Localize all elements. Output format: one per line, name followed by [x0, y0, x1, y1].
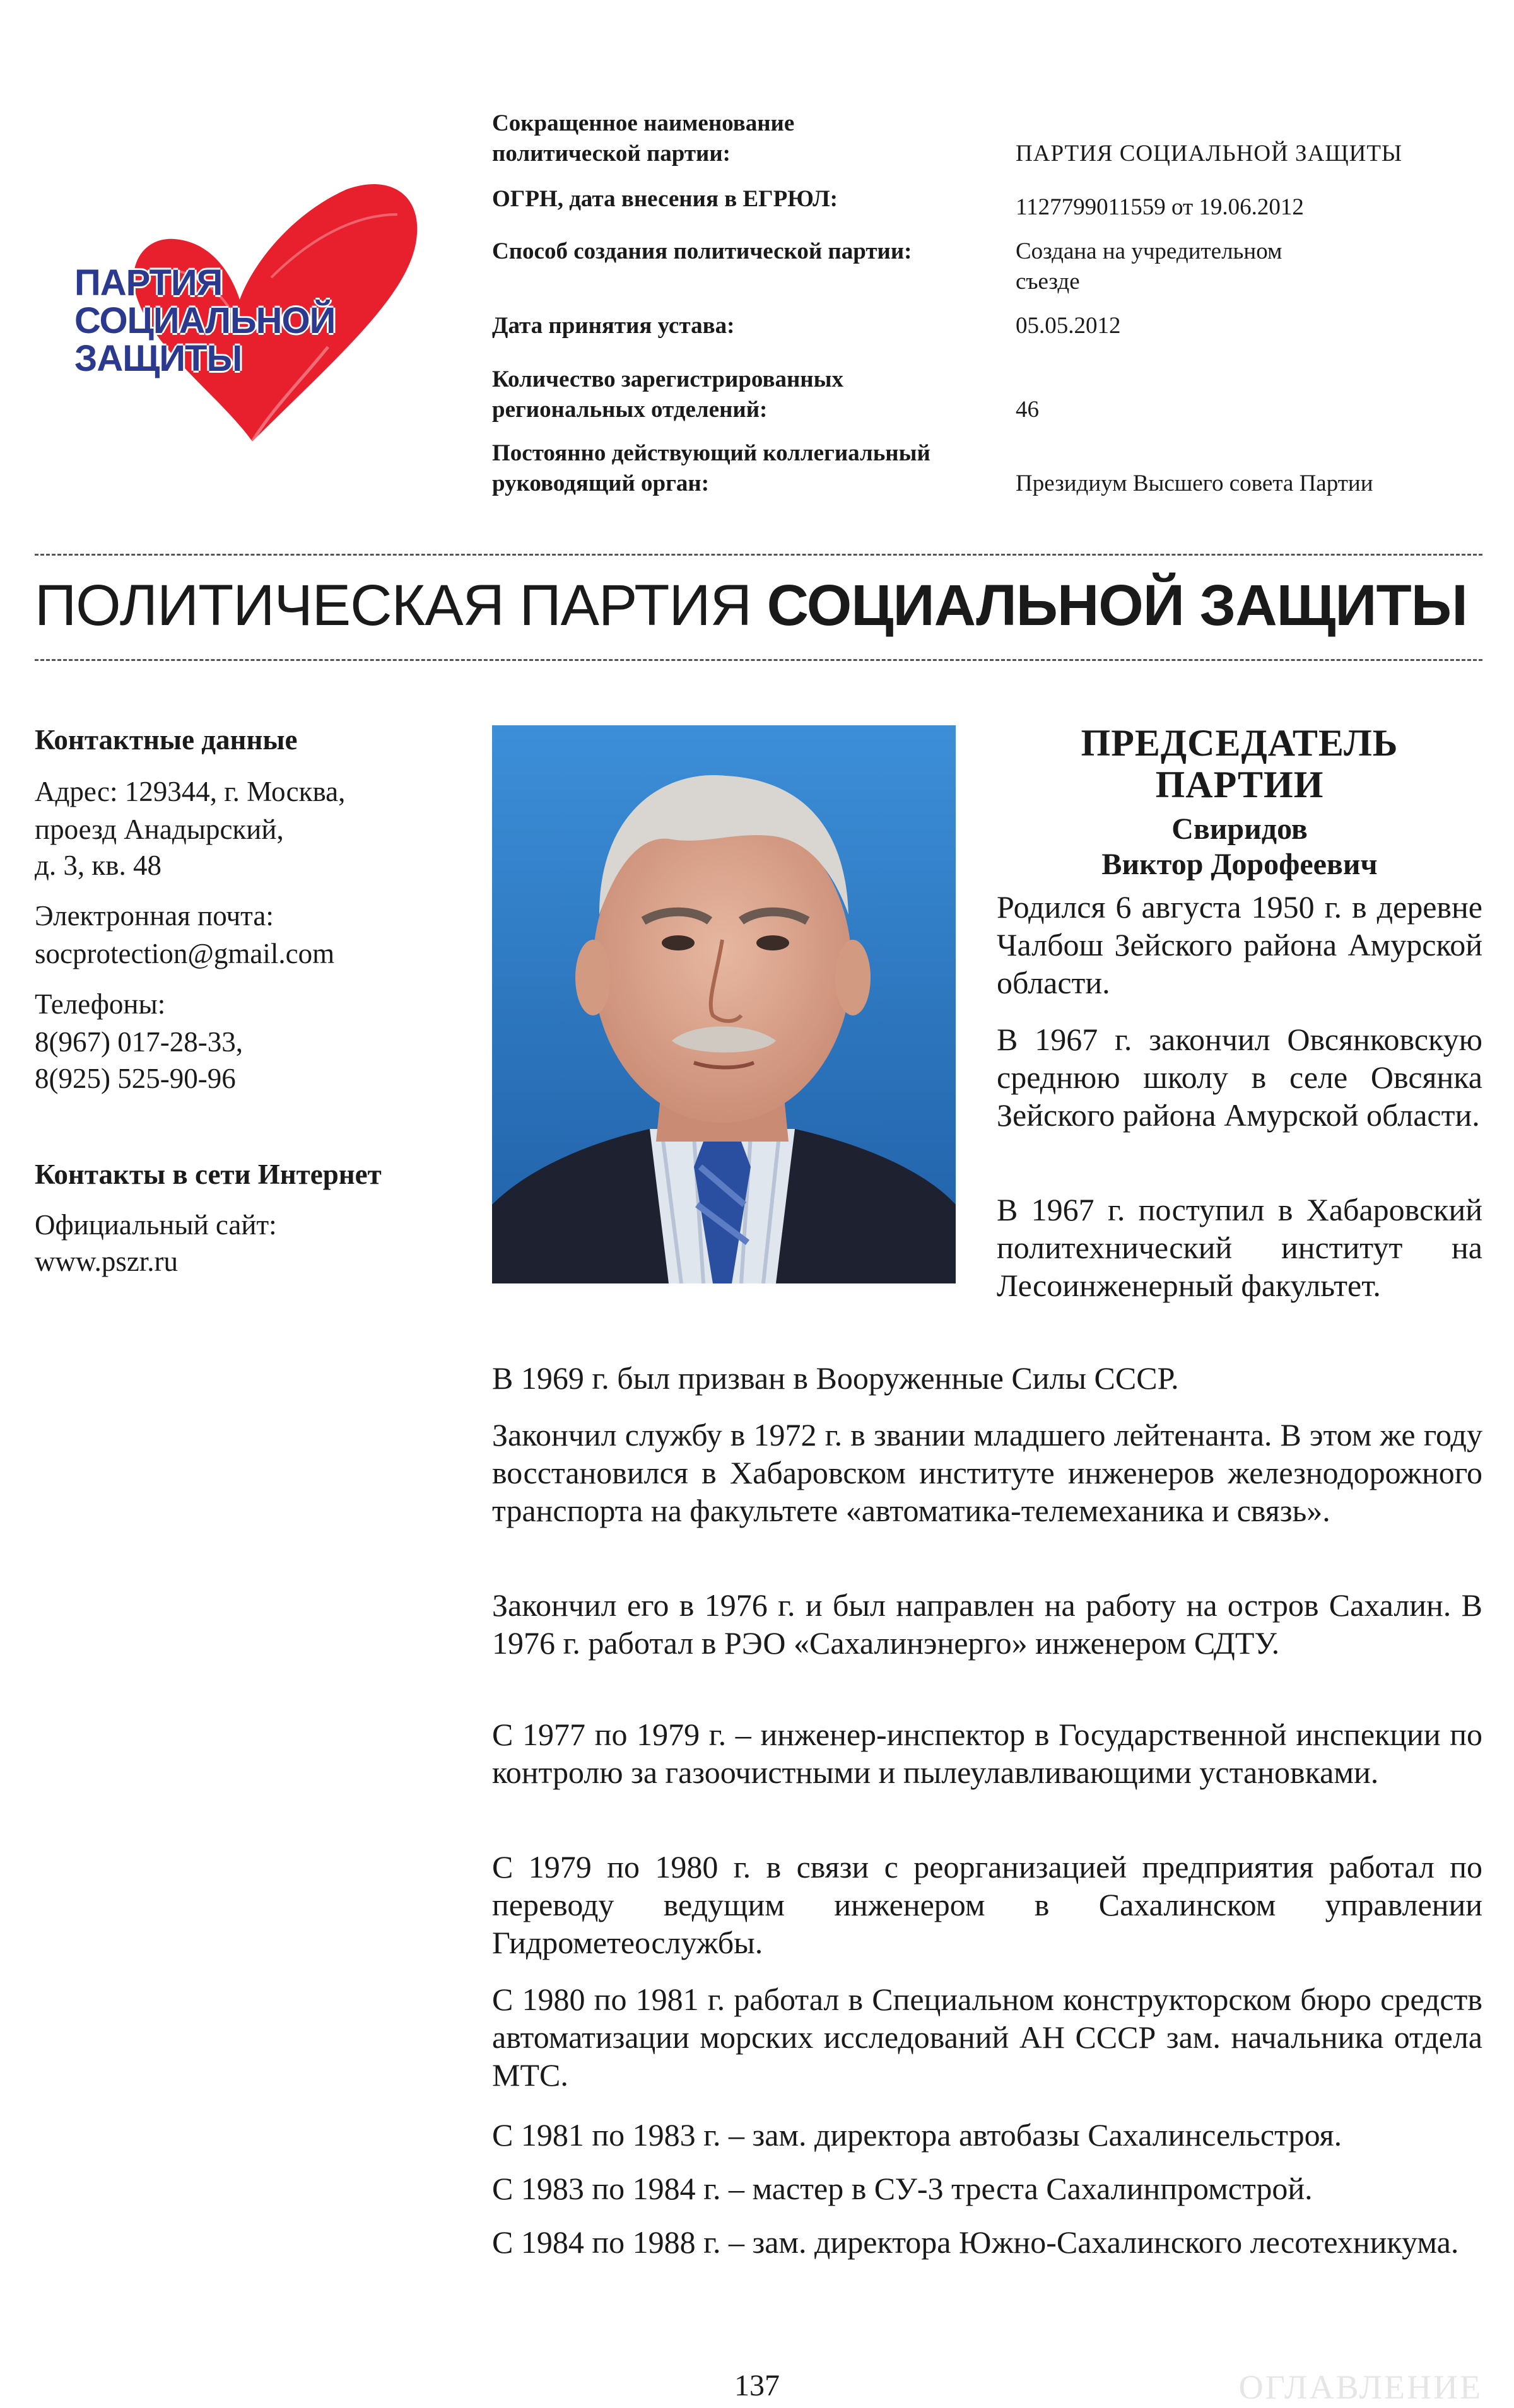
- ogrn-value: 1127799011559 от 19.06.2012: [1016, 194, 1304, 220]
- bio-paragraph: В 1967 г. поступил в Хабаровский политехнический институт на Лесоинженерный факультет.: [997, 1192, 1482, 1303]
- chairman-heading-2: ПАРТИИ: [1155, 764, 1324, 805]
- phone-1: 8(967) 017-28-33,: [35, 1026, 243, 1058]
- phones-label: Телефоны:: [35, 988, 166, 1020]
- logo-line-3: ЗАЩИТЫ: [74, 338, 242, 379]
- chairman-heading-1: ПРЕДСЕДАТЕЛЬ: [1081, 722, 1399, 764]
- bio-paragraph: С 1977 по 1979 г. – инженер-инспектор в Государственной инспекции по контролю за газоочистными и пылеулавливающими установками.: [492, 1717, 1482, 1790]
- phone-2: 8(925) 525-90-96: [35, 1063, 236, 1094]
- page-number: 137: [734, 2369, 780, 2402]
- table-of-contents-link[interactable]: ОГЛАВЛЕНИЕ: [1238, 2368, 1482, 2406]
- method-value-1: Создана на учредительном: [1016, 238, 1282, 264]
- governing-body-label-1: Постоянно действующий коллегиальный: [492, 440, 930, 466]
- bio-paragraph: С 1979 по 1980 г. в связи с реорганизацией предприятия работал по переводу ведущим инженером в Сахалинском управлении Гидрометеослужбы.: [492, 1849, 1482, 1960]
- internet-contacts-heading: Контакты в сети Интернет: [35, 1159, 382, 1190]
- site-label: Официальный сайт:: [35, 1209, 277, 1241]
- logo-line-2: СОЦИАЛЬНОЙ: [74, 300, 336, 341]
- address-line-2: проезд Анадырский,: [35, 814, 284, 845]
- chairman-name: Виктор Дорофеевич: [1101, 848, 1378, 881]
- page-title-bold: СОЦИАЛЬНОЙ ЗАЩИТЫ: [766, 573, 1467, 638]
- page-title: [35, 571, 1486, 640]
- method-label: Способ создания политической партии:: [492, 238, 912, 264]
- bio-paragraph: С 1980 по 1981 г. работал в Специальном конструкторском бюро средств автоматизации морских исследований АН СССР зам. начальника отдела МТС.: [492, 1982, 1482, 2093]
- email-link[interactable]: socprotection@gmail.com: [35, 938, 335, 969]
- bottom-divider: [35, 659, 1482, 661]
- party-logo: [63, 170, 429, 460]
- chairman-surname: Свиридов: [1171, 812, 1308, 846]
- page-title-light: ПОЛИТИЧЕСКАЯ ПАРТИЯ: [35, 573, 752, 638]
- address-line-3: д. 3, кв. 48: [35, 850, 162, 881]
- address-line-1: Адрес: 129344, г. Москва,: [35, 776, 346, 807]
- site-link[interactable]: www.pszr.ru: [35, 1246, 179, 1277]
- bio-paragraph: Закончил его в 1976 г. и был направлен на работу на остров Сахалин. В 1976 г. работал в РЭО «Сахалинэнерго» инженером СДТУ.: [492, 1587, 1482, 1661]
- contacts-heading: Контактные данные: [35, 724, 298, 756]
- governing-body-label-2: руководящий орган:: [492, 470, 710, 496]
- bio-paragraph: Родился 6 августа 1950 г. в деревне Чалбош Зейского района Амурской области.: [997, 889, 1482, 1000]
- top-divider: [35, 554, 1482, 556]
- bio-paragraph: В 1967 г. закончил Овсянковскую среднюю школу в селе Овсянка Зейского района Амурской области.: [997, 1022, 1482, 1133]
- charter-date-label: Дата принятия устава:: [492, 313, 735, 339]
- branches-label-1: Количество зарегистрированных: [492, 366, 843, 392]
- branches-label-2: региональных отделений:: [492, 397, 768, 423]
- portrait-image: [492, 725, 956, 1283]
- short-name-label-1: Сокращенное наименование: [492, 110, 795, 136]
- governing-body-value: Президиум Высшего совета Партии: [1016, 470, 1373, 496]
- method-value-2: съезде: [1016, 269, 1080, 295]
- bio-paragraph: С 1984 по 1988 г. – зам. директора Южно-Сахалинского лесотехникума.: [492, 2224, 1459, 2260]
- charter-date-value: 05.05.2012: [1016, 313, 1121, 339]
- chairman-photo: [492, 725, 956, 1283]
- ogrn-label: ОГРН, дата внесения в ЕГРЮЛ:: [492, 186, 838, 212]
- email-label: Электронная почта:: [35, 900, 274, 932]
- short-name-label-2: политической партии:: [492, 141, 731, 167]
- short-name-value: ПАРТИЯ СОЦИАЛЬНОЙ ЗАЩИТЫ: [1016, 141, 1403, 167]
- bio-paragraph: С 1981 по 1983 г. – зам. директора автобазы Сахалинсельстроя.: [492, 2117, 1342, 2153]
- bio-paragraph: В 1969 г. был призван в Вооруженные Силы СССР.: [492, 1360, 1179, 1396]
- logo-line-1: ПАРТИЯ: [74, 262, 223, 303]
- branches-value: 46: [1016, 397, 1039, 423]
- bio-paragraph: Закончил службу в 1972 г. в звании младшего лейтенанта. В этом же году восстановился в Хабаровском институте инженеров железнодорожного транспорта на факультете «автоматика-телемеханика и связь».: [492, 1417, 1482, 1528]
- bio-paragraph: С 1983 по 1984 г. – мастер в СУ-3 треста Сахалинпромстрой.: [492, 2171, 1313, 2206]
